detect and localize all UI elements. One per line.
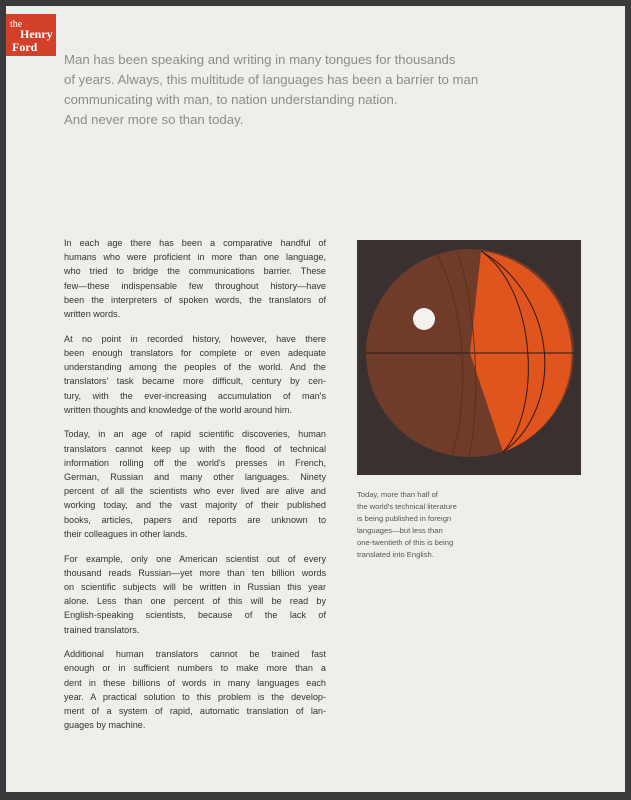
- caption-line: one-twentieth of this is being: [357, 538, 454, 547]
- body-line: enough or in sufficient numbers to make more than a: [64, 663, 326, 674]
- henry-ford-logo: [6, 14, 56, 56]
- caption-line: languages—but less than: [357, 526, 443, 535]
- caption-line: is being published in foreign: [357, 514, 452, 523]
- paragraph-3: [64, 427, 326, 541]
- body-line: thousand reads Russian—yet more than ten billion words: [64, 567, 326, 578]
- body-line: Today, in an age of rapid scientific discoveries, human: [64, 429, 326, 440]
- body-text-column: [64, 236, 326, 743]
- body-line: written words.: [64, 309, 121, 320]
- body-line: guages by machine.: [64, 720, 146, 731]
- body-line: who tried to bridge the communications barrier. These: [64, 266, 326, 277]
- body-line: For example, only one American scientist out of every: [64, 553, 326, 564]
- body-line: alone. Less than one percent of this will be read by: [64, 596, 326, 607]
- lead-line: of years. Always, this multitude of languages has been a barrier to man: [64, 72, 479, 87]
- document-page: [6, 6, 625, 792]
- body-line: English-speaking scientists, because of the lack of: [64, 610, 326, 621]
- body-line: their colleagues in other lands.: [64, 528, 188, 539]
- paragraph-5: [64, 647, 326, 732]
- lead-paragraph: [64, 50, 524, 130]
- figure-caption: [357, 489, 517, 561]
- caption-line: translated into English.: [357, 550, 434, 559]
- body-line: year. A practical solution to this problem is the develop-: [64, 691, 326, 702]
- lead-line: Man has been speaking and writing in many tongues for thousands: [64, 52, 456, 67]
- body-line: dent in these billions of words in many languages each: [64, 677, 326, 688]
- body-line: few—these indispensable few throughout history—have: [64, 280, 326, 291]
- body-line: ment of a system of rapid, automatic translation of lan-: [64, 706, 326, 717]
- body-line: Additional human translators cannot be trained fast: [64, 649, 326, 660]
- body-line: humans who were proficient in more than one language,: [64, 252, 326, 263]
- body-line: In each age there has been a comparative handful of: [64, 238, 326, 248]
- body-line: been the interpreters of spoken words, the translators of: [64, 294, 326, 305]
- globe-illustration: [357, 240, 581, 475]
- body-line: working today, and the vast majority of their published: [64, 500, 326, 511]
- logo-text-ford: Ford: [12, 40, 38, 54]
- lead-line: communicating with man, to nation understanding nation.: [64, 92, 398, 107]
- paragraph-1: [64, 236, 326, 321]
- paragraph-2: [64, 332, 326, 417]
- logo-text-the: the: [10, 19, 23, 30]
- caption-line: Today, more than half of: [357, 490, 438, 499]
- body-line: understanding among the peoples of the world. And the: [64, 362, 326, 373]
- body-line: trained translators.: [64, 624, 140, 635]
- body-line: At no point in recorded history, however, have there: [64, 333, 326, 344]
- body-line: German, Russian and many other languages. Ninety: [64, 472, 326, 483]
- lead-line: And never more so than today.: [64, 112, 244, 127]
- logo-text-henry: Henry: [20, 27, 53, 41]
- caption-line: the world's technical literature: [357, 502, 457, 511]
- body-line: translators' task became more difficult, century by cen-: [64, 376, 326, 387]
- body-line: been enough translators for complete or even adequate: [64, 347, 326, 358]
- body-line: information rolling off the world's presses in French,: [64, 457, 326, 468]
- body-line: on scientific subjects will be written in Russian this year: [64, 581, 326, 592]
- globe-white-dot: [413, 308, 435, 330]
- body-line: books, articles, papers and reports are unknown to: [64, 514, 326, 525]
- body-line: tury, with the ever-increasing accumulation of man's: [64, 390, 326, 401]
- body-line: percent of all the scientists who ever lived are alive and: [64, 486, 326, 497]
- body-line: written thoughts and knowledge of the world around him.: [64, 404, 292, 415]
- body-line: translators cannot keep up with the flood of technical: [64, 443, 326, 454]
- paragraph-4: [64, 552, 326, 637]
